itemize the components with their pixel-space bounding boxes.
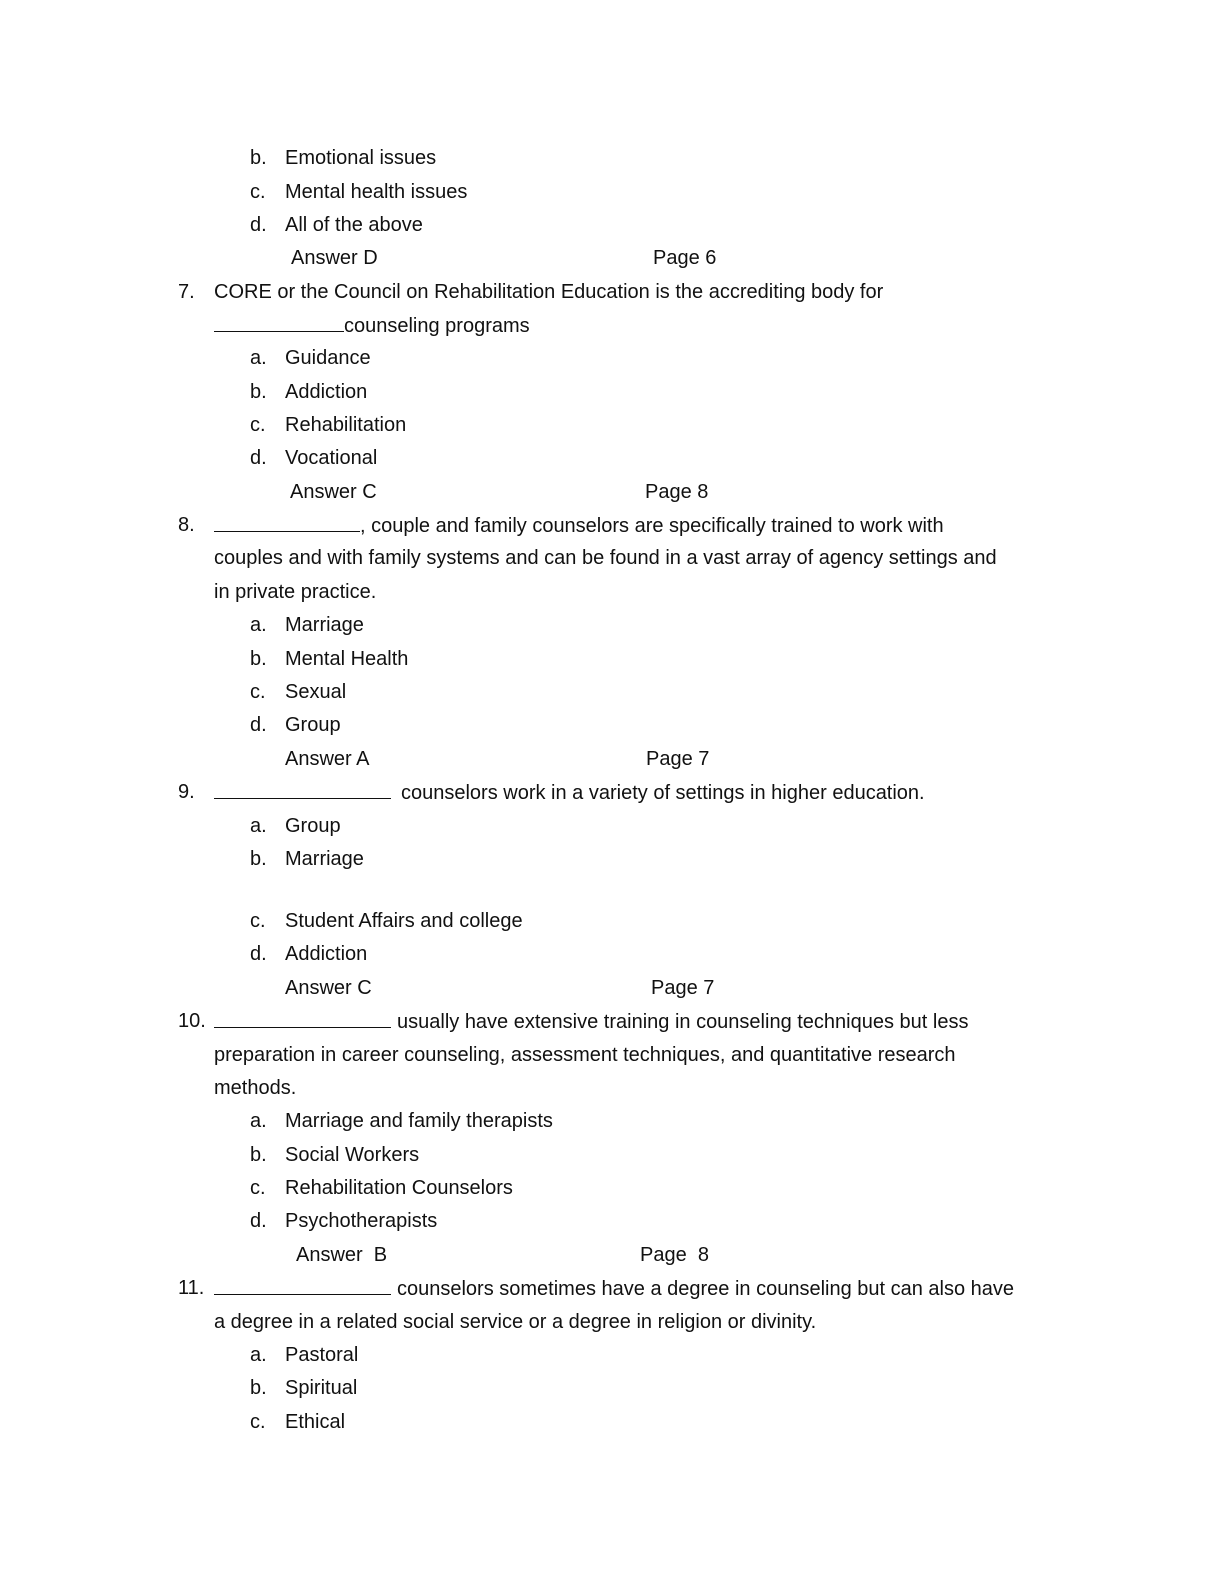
answer-label: Answer C [285, 977, 372, 999]
question-text: couples and with family systems and can be found in a vast array of agency settings and [214, 547, 997, 569]
page-reference: Page 7 [651, 977, 715, 999]
option-text: Emotional issues [285, 147, 437, 169]
question-number: 8. [178, 514, 195, 536]
option-text: Guidance [285, 347, 371, 369]
question-text: methods. [214, 1077, 297, 1099]
option-letter: c. [250, 910, 266, 932]
answer-blank [214, 780, 391, 799]
option-text: Vocational [285, 447, 378, 469]
answer-blank [214, 513, 360, 532]
page-reference: Page 8 [645, 481, 709, 503]
answer-blank [214, 1009, 391, 1028]
question-text-line [214, 780, 925, 805]
question-text: preparation in career counseling, assessment techniques, and quantitative research [214, 1044, 956, 1066]
question-text-line [214, 1009, 968, 1034]
question-number: 9. [178, 781, 195, 803]
option-text: Psychotherapists [285, 1210, 438, 1232]
option-letter: a. [250, 815, 267, 837]
option-text: Spiritual [285, 1377, 358, 1399]
question-text: a degree in a related social service or a degree in religion or divinity. [214, 1311, 817, 1333]
option-text: Marriage [285, 614, 364, 636]
option-letter: a. [250, 1344, 267, 1366]
option-letter: d. [250, 714, 267, 736]
option-letter: c. [250, 181, 266, 203]
option-text: Group [285, 815, 341, 837]
option-letter: a. [250, 347, 267, 369]
option-letter: d. [250, 943, 267, 965]
question-number: 11. [178, 1277, 205, 1299]
page-reference: Page 6 [653, 247, 717, 269]
option-text: All of the above [285, 214, 423, 236]
option-letter: b. [250, 147, 267, 169]
option-text: Addiction [285, 943, 368, 965]
question-text-line [214, 513, 944, 538]
option-text: Student Affairs and college [285, 910, 523, 932]
question-text: counselors work in a variety of settings in higher education. [401, 782, 925, 804]
option-text: Marriage and family therapists [285, 1110, 553, 1132]
option-letter: a. [250, 614, 267, 636]
question-text-line [214, 1276, 1014, 1301]
option-text: Rehabilitation [285, 414, 407, 436]
answer-label: Answer D [291, 247, 378, 269]
answer-label: Answer B [296, 1244, 388, 1266]
option-text: Marriage [285, 848, 364, 870]
option-text: Mental health issues [285, 181, 468, 203]
answer-blank [214, 313, 344, 332]
option-letter: d. [250, 1210, 267, 1232]
question-text: counselors sometimes have a degree in counseling but can also have [397, 1278, 1015, 1300]
option-letter: d. [250, 447, 267, 469]
option-text: Group [285, 714, 341, 736]
answer-label: Answer C [290, 481, 377, 503]
option-text: Ethical [285, 1411, 346, 1433]
question-number: 7. [178, 281, 195, 303]
option-text: Sexual [285, 681, 347, 703]
option-text: Pastoral [285, 1344, 359, 1366]
option-letter: d. [250, 214, 267, 236]
question-text: CORE or the Council on Rehabilitation Education is the accrediting body for [214, 281, 884, 303]
question-text: , couple and family counselors are specifically trained to work with [360, 515, 944, 537]
option-letter: b. [250, 381, 267, 403]
page-reference: Page 8 [640, 1244, 709, 1266]
option-letter: b. [250, 1144, 267, 1166]
question-text: usually have extensive training in counseling techniques but less [397, 1011, 969, 1033]
option-letter: b. [250, 648, 267, 670]
option-letter: c. [250, 414, 266, 436]
option-letter: b. [250, 1377, 267, 1399]
question-number: 10. [178, 1010, 206, 1032]
option-letter: b. [250, 848, 267, 870]
option-text: Addiction [285, 381, 368, 403]
option-letter: c. [250, 1411, 266, 1433]
answer-label: Answer A [285, 748, 370, 770]
question-text-line [214, 313, 530, 338]
question-text: counseling programs [344, 315, 530, 337]
question-text: in private practice. [214, 581, 377, 603]
page-reference: Page 7 [646, 748, 710, 770]
option-letter: c. [250, 1177, 266, 1199]
option-letter: a. [250, 1110, 267, 1132]
option-text: Rehabilitation Counselors [285, 1177, 513, 1199]
option-text: Social Workers [285, 1144, 420, 1166]
option-letter: c. [250, 681, 266, 703]
option-text: Mental Health [285, 648, 409, 670]
answer-blank [214, 1276, 391, 1295]
